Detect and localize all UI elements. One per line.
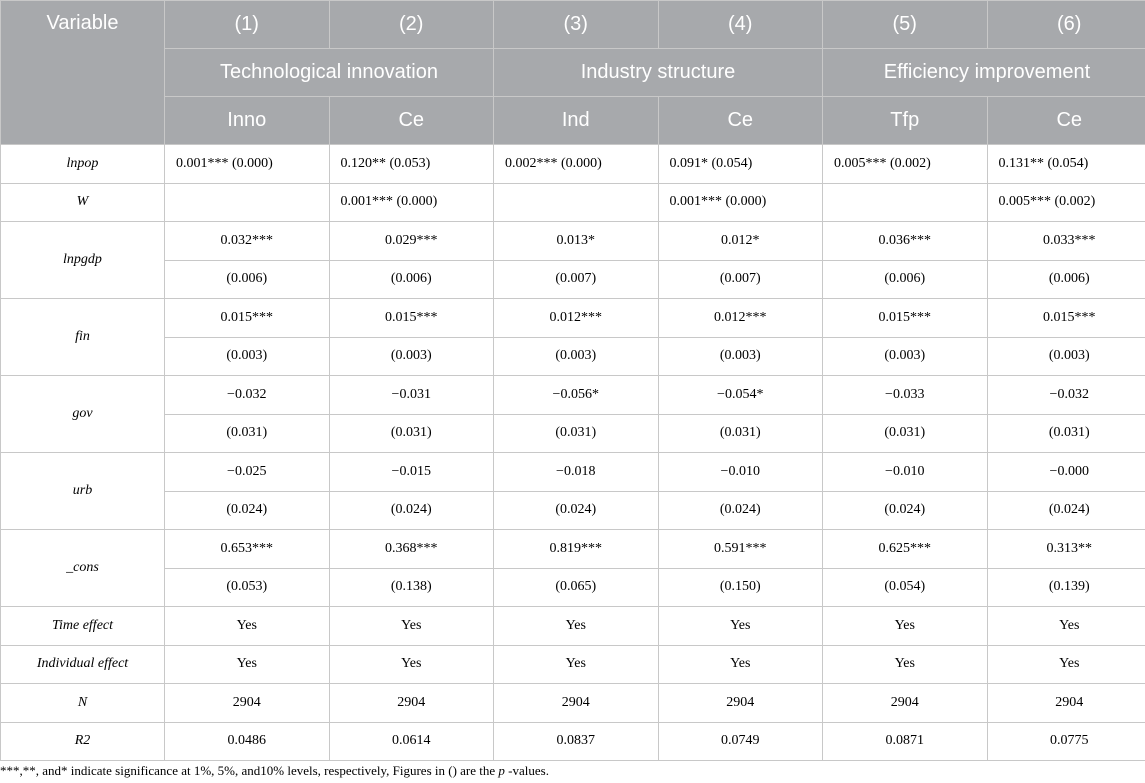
row-label: _cons: [1, 530, 165, 607]
variable-header: Variable: [1, 1, 165, 145]
table-cell: (0.150): [658, 568, 823, 607]
table-cell: 0.001*** (0.000): [329, 183, 494, 222]
table-cell: −0.054*: [658, 376, 823, 415]
table-cell: (0.003): [165, 337, 330, 376]
table-cell: −0.010: [823, 453, 988, 492]
table-cell: 0.313**: [987, 530, 1145, 569]
table-cell: 0.036***: [823, 222, 988, 261]
table-cell: 0.0775: [987, 722, 1145, 761]
table-cell: 0.015***: [165, 299, 330, 338]
table-row-individual-effect: [1, 645, 1145, 684]
table-cell: (0.054): [823, 568, 988, 607]
table-cell: (0.139): [987, 568, 1145, 607]
table-cell: (0.024): [494, 491, 659, 530]
table-cell: −0.033: [823, 376, 988, 415]
table-body: [1, 145, 1145, 761]
table-cell: Yes: [494, 607, 659, 646]
table-cell: 0.015***: [987, 299, 1145, 338]
table-cell: 0.001*** (0.000): [658, 183, 823, 222]
column-number: (2): [329, 1, 494, 49]
group-header-industry-structure: Industry structure: [494, 49, 823, 97]
dependent-variable-header: Ind: [494, 97, 659, 145]
table-cell: (0.031): [165, 414, 330, 453]
table-row-time-effect: [1, 607, 1145, 646]
table-cell: 2904: [329, 684, 494, 723]
table-cell: 2904: [494, 684, 659, 723]
table-cell: 2904: [658, 684, 823, 723]
table-cell: (0.031): [823, 414, 988, 453]
table-row-cons-se: [1, 568, 1145, 607]
table-cell: 2904: [165, 684, 330, 723]
table-cell: (0.053): [165, 568, 330, 607]
row-label: R2: [1, 722, 165, 761]
table-cell: (0.031): [329, 414, 494, 453]
table-cell: 0.368***: [329, 530, 494, 569]
table-cell: −0.056*: [494, 376, 659, 415]
table-row-W: [1, 183, 1145, 222]
table-cell: 2904: [823, 684, 988, 723]
column-number: (5): [823, 1, 988, 49]
table-cell: 0.625***: [823, 530, 988, 569]
table-header: [1, 1, 1145, 145]
table-cell: (0.003): [987, 337, 1145, 376]
table-row-fin-se: [1, 337, 1145, 376]
table-cell: 0.591***: [658, 530, 823, 569]
table-cell: 0.091* (0.054): [658, 145, 823, 184]
table-cell: 0.012*: [658, 222, 823, 261]
row-label: lnpgdp: [1, 222, 165, 299]
table-cell: 0.0749: [658, 722, 823, 761]
footnote-text: ***,**, and* indicate significance at 1%, 5%, and10% levels, respectively, Figures in () are the: [0, 763, 499, 778]
table-cell: (0.007): [494, 260, 659, 299]
table-row-R2: [1, 722, 1145, 761]
column-number: (4): [658, 1, 823, 49]
table-cell: 0.015***: [823, 299, 988, 338]
table-cell: (0.024): [823, 491, 988, 530]
table-cell: (0.003): [823, 337, 988, 376]
table-cell: Yes: [658, 607, 823, 646]
header-row-groups: [1, 49, 1145, 97]
row-label: urb: [1, 453, 165, 530]
table-cell: (0.006): [987, 260, 1145, 299]
table-row-gov-se: [1, 414, 1145, 453]
table-cell: Yes: [823, 645, 988, 684]
table-row-cons-coef: [1, 530, 1145, 569]
table-cell: Yes: [165, 607, 330, 646]
table-cell: (0.065): [494, 568, 659, 607]
table-cell: 0.0486: [165, 722, 330, 761]
table-row-N: [1, 684, 1145, 723]
table-cell: (0.024): [658, 491, 823, 530]
table-cell: Yes: [658, 645, 823, 684]
table-cell: 0.013*: [494, 222, 659, 261]
table-cell: 0.005*** (0.002): [823, 145, 988, 184]
table-cell: Yes: [494, 645, 659, 684]
table-cell: [165, 183, 330, 222]
dependent-variable-header: Tfp: [823, 97, 988, 145]
table-cell: 0.012***: [494, 299, 659, 338]
footnote-p-symbol: p: [498, 763, 505, 778]
table-footnote: [0, 763, 549, 779]
group-header-technological-innovation: Technological innovation: [165, 49, 494, 97]
table-cell: (0.024): [165, 491, 330, 530]
table-row-lnpgdp-coef: [1, 222, 1145, 261]
table-cell: Yes: [987, 645, 1145, 684]
table-row-urb-se: [1, 491, 1145, 530]
table-cell: 0.033***: [987, 222, 1145, 261]
table-cell: (0.006): [329, 260, 494, 299]
table-cell: 0.653***: [165, 530, 330, 569]
table-cell: 0.015***: [329, 299, 494, 338]
table-cell: 0.002*** (0.000): [494, 145, 659, 184]
table-cell: −0.015: [329, 453, 494, 492]
row-label: W: [1, 183, 165, 222]
table-cell: (0.003): [329, 337, 494, 376]
table-row-gov-coef: [1, 376, 1145, 415]
table-cell: −0.000: [987, 453, 1145, 492]
table-cell: 0.029***: [329, 222, 494, 261]
table-cell: 0.0837: [494, 722, 659, 761]
table-cell: −0.025: [165, 453, 330, 492]
header-row-depvars: [1, 97, 1145, 145]
column-number: (1): [165, 1, 330, 49]
table-cell: 0.819***: [494, 530, 659, 569]
table-cell: Yes: [165, 645, 330, 684]
dependent-variable-header: Ce: [329, 97, 494, 145]
table-cell: −0.010: [658, 453, 823, 492]
table-cell: −0.032: [165, 376, 330, 415]
row-label: Individual effect: [1, 645, 165, 684]
column-number: (3): [494, 1, 659, 49]
table-cell: [494, 183, 659, 222]
table-cell: 2904: [987, 684, 1145, 723]
table-cell: Yes: [987, 607, 1145, 646]
table-row-lnpop: [1, 145, 1145, 184]
table-cell: 0.032***: [165, 222, 330, 261]
table-cell: [823, 183, 988, 222]
table-cell: 0.005*** (0.002): [987, 183, 1145, 222]
table-cell: 0.120** (0.053): [329, 145, 494, 184]
row-label: Time effect: [1, 607, 165, 646]
table-cell: (0.138): [329, 568, 494, 607]
row-label: lnpop: [1, 145, 165, 184]
table-cell: (0.031): [658, 414, 823, 453]
table-cell: (0.007): [658, 260, 823, 299]
row-label: gov: [1, 376, 165, 453]
footnote-text-end: -values.: [504, 763, 549, 778]
table-cell: −0.032: [987, 376, 1145, 415]
dependent-variable-header: Ce: [658, 97, 823, 145]
table-cell: −0.031: [329, 376, 494, 415]
table-cell: (0.006): [823, 260, 988, 299]
column-number: (6): [987, 1, 1145, 49]
table-cell: Yes: [823, 607, 988, 646]
row-label: fin: [1, 299, 165, 376]
table-cell: 0.001*** (0.000): [165, 145, 330, 184]
table-cell: 0.0614: [329, 722, 494, 761]
table-cell: (0.003): [658, 337, 823, 376]
table-cell: (0.006): [165, 260, 330, 299]
table-cell: Yes: [329, 607, 494, 646]
table-row-lnpgdp-se: [1, 260, 1145, 299]
table-row-urb-coef: [1, 453, 1145, 492]
table-row-fin-coef: [1, 299, 1145, 338]
table-cell: 0.0871: [823, 722, 988, 761]
table-cell: (0.031): [987, 414, 1145, 453]
table-cell: −0.018: [494, 453, 659, 492]
group-header-efficiency-improvement: Efficiency improvement: [823, 49, 1145, 97]
table-cell: (0.003): [494, 337, 659, 376]
dependent-variable-header: Ce: [987, 97, 1145, 145]
table-cell: (0.024): [329, 491, 494, 530]
row-label: N: [1, 684, 165, 723]
header-row-columns: [1, 1, 1145, 49]
table-cell: (0.031): [494, 414, 659, 453]
table-cell: 0.012***: [658, 299, 823, 338]
dependent-variable-header: Inno: [165, 97, 330, 145]
table-cell: 0.131** (0.054): [987, 145, 1145, 184]
table-cell: Yes: [329, 645, 494, 684]
table-cell: (0.024): [987, 491, 1145, 530]
